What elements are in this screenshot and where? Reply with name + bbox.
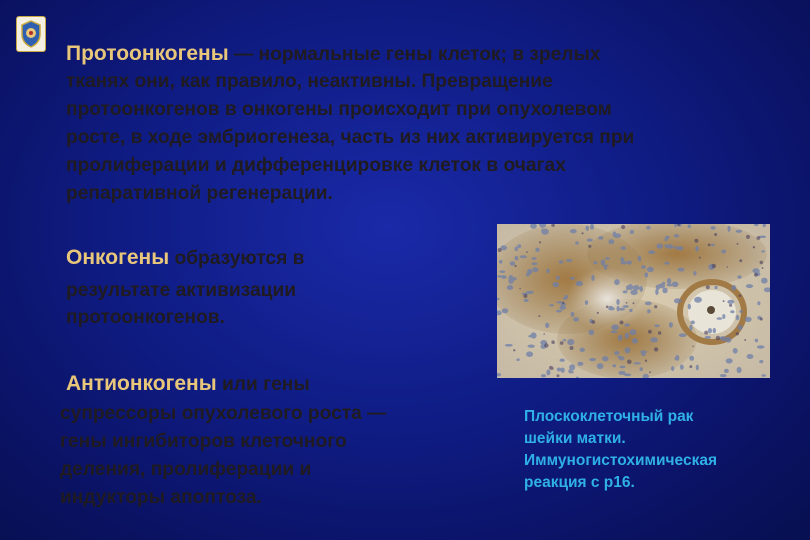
dark-cell-nucleus: [582, 232, 584, 234]
dark-cell-nucleus: [716, 336, 720, 340]
dark-cell-nucleus: [645, 360, 647, 362]
dark-cell-nucleus: [538, 315, 540, 317]
cell-nucleus: [644, 272, 648, 277]
cell-nucleus: [630, 290, 637, 295]
cell-nucleus: [655, 289, 658, 295]
cell-nucleus: [739, 310, 742, 313]
dark-cell-nucleus: [649, 371, 651, 373]
dark-cell-nucleus: [689, 365, 692, 368]
term-oncogenes: Онкогены: [66, 246, 170, 269]
p3-line-1: [66, 372, 310, 396]
cell-nucleus: [617, 306, 620, 312]
cell-nucleus: [563, 297, 566, 300]
dark-cell-nucleus: [727, 266, 729, 268]
dark-cell-nucleus: [692, 345, 694, 347]
cell-nucleus: [527, 269, 532, 275]
cell-nucleus: [597, 363, 604, 369]
dark-cell-nucleus: [694, 239, 698, 243]
cell-nucleus: [747, 354, 754, 359]
p2-line-1: [66, 246, 304, 270]
cell-nucleus: [612, 364, 616, 367]
caption-line-3: Иммуногистохимическая: [524, 452, 717, 469]
cell-nucleus: [545, 323, 549, 328]
cell-nucleus: [759, 360, 763, 363]
cell-nucleus: [654, 324, 659, 327]
cell-nucleus: [757, 301, 760, 305]
cell-nucleus: [633, 285, 640, 290]
dark-cell-nucleus: [551, 340, 555, 344]
cell-nucleus: [575, 241, 579, 244]
dark-cell-nucleus: [519, 288, 521, 290]
cell-nucleus: [616, 299, 619, 305]
dark-cell-nucleus: [714, 233, 717, 236]
cell-nucleus: [614, 351, 619, 355]
term-protooncogenes: Протоонкогены: [66, 42, 229, 65]
cell-nucleus: [556, 276, 560, 280]
cell-nucleus: [524, 299, 529, 302]
cell-nucleus: [736, 315, 740, 320]
cell-nucleus: [641, 265, 646, 268]
cell-nucleus: [674, 234, 679, 237]
cell-nucleus: [694, 297, 702, 303]
cell-nucleus: [569, 364, 575, 370]
cell-nucleus: [528, 345, 535, 348]
cell-nucleus: [507, 285, 513, 290]
cell-nucleus: [721, 250, 726, 254]
caption-line-2: шейки матки.: [524, 430, 626, 447]
dark-cell-nucleus: [723, 300, 725, 302]
cell-nucleus: [645, 302, 652, 306]
cell-nucleus: [613, 231, 617, 237]
cell-nucleus: [526, 351, 533, 357]
p2-line-2: результате активизации: [66, 280, 297, 301]
dark-cell-nucleus: [654, 347, 658, 351]
cell-nucleus: [618, 335, 623, 341]
p1-line-4: росте, в ходе эмбриогенеза, часть из них активируется при: [66, 127, 635, 148]
cell-nucleus: [499, 260, 503, 264]
dark-cell-nucleus: [627, 360, 632, 365]
cell-nucleus: [627, 260, 632, 264]
dark-cell-nucleus: [523, 294, 527, 298]
dark-cell-nucleus: [706, 285, 710, 289]
emblem-logo: [16, 16, 46, 52]
cell-nucleus: [736, 230, 742, 233]
cell-nucleus: [541, 374, 546, 377]
cell-nucleus: [624, 373, 632, 376]
cell-nucleus: [532, 257, 537, 260]
dark-cell-nucleus: [498, 248, 502, 252]
cell-nucleus: [601, 259, 606, 265]
dark-cell-nucleus: [729, 304, 732, 307]
cell-nucleus: [617, 356, 622, 359]
micrograph-caption: [524, 406, 794, 494]
cell-nucleus: [717, 317, 723, 320]
dark-cell-nucleus: [744, 339, 746, 341]
cell-nucleus: [731, 285, 736, 291]
cell-nucleus: [602, 356, 609, 361]
p3-line-5: индукторы апоптоза.: [60, 487, 262, 508]
cell-nucleus: [560, 305, 566, 310]
dark-cell-nucleus: [736, 332, 739, 335]
cell-nucleus: [569, 370, 574, 373]
cell-nucleus: [689, 325, 692, 331]
cell-nucleus: [588, 330, 594, 336]
cell-nucleus: [593, 261, 597, 264]
cell-nucleus: [531, 332, 537, 338]
cell-nucleus: [567, 339, 574, 345]
cell-nucleus: [761, 278, 768, 284]
cell-nucleus: [520, 255, 527, 258]
dark-cell-nucleus: [739, 259, 742, 262]
cell-nucleus: [639, 286, 643, 292]
dark-cell-nucleus: [550, 367, 553, 370]
cell-nucleus: [502, 308, 509, 313]
dark-cell-nucleus: [699, 257, 701, 259]
cell-nucleus: [570, 277, 575, 280]
cell-nucleus: [666, 284, 673, 287]
dark-cell-nucleus: [762, 267, 764, 269]
cell-nucleus: [724, 369, 729, 373]
cell-nucleus: [713, 328, 716, 333]
cell-nucleus: [557, 368, 562, 372]
cell-nucleus: [745, 317, 752, 322]
dark-cell-nucleus: [737, 243, 739, 245]
dark-cell-nucleus: [606, 306, 609, 309]
cell-nucleus: [598, 236, 604, 239]
dark-cell-nucleus: [591, 320, 595, 324]
cell-nucleus: [546, 369, 550, 375]
caption-line-1: Плоскоклеточный рак: [524, 408, 694, 425]
dark-cell-nucleus: [708, 244, 711, 247]
cell-nucleus: [585, 300, 588, 305]
cell-nucleus: [647, 309, 651, 313]
cell-nucleus: [570, 229, 577, 233]
cell-nucleus: [640, 367, 643, 371]
cell-nucleus: [679, 333, 687, 337]
cell-nucleus: [614, 279, 620, 285]
cell-nucleus: [573, 317, 579, 321]
term-antioncogenes: Антионкогены: [66, 372, 217, 395]
p3-text-1: или гены: [216, 374, 310, 395]
cell-nucleus: [693, 271, 696, 275]
cell-nucleus: [589, 358, 596, 361]
cell-nucleus: [738, 325, 743, 330]
cell-nucleus: [532, 267, 538, 272]
cell-nucleus: [629, 309, 633, 312]
cell-nucleus: [611, 324, 619, 330]
cell-nucleus: [678, 268, 685, 272]
cell-nucleus: [665, 238, 668, 242]
cell-nucleus: [711, 244, 715, 246]
dark-cell-nucleus: [620, 321, 624, 325]
dark-cell-nucleus: [760, 318, 763, 321]
micrograph-image: [497, 224, 770, 378]
cell-nucleus: [517, 244, 521, 248]
cell-nucleus: [559, 260, 564, 263]
cell-nucleus: [761, 250, 765, 252]
cell-nucleus: [510, 261, 515, 266]
cell-nucleus: [708, 328, 712, 333]
cell-nucleus: [752, 268, 759, 273]
cell-nucleus: [632, 338, 638, 343]
cell-nucleus: [727, 226, 730, 232]
p3-line-4: деления, пролиферации и: [60, 459, 312, 480]
cell-nucleus: [619, 366, 625, 369]
cell-nucleus: [674, 246, 680, 249]
dark-cell-nucleus: [621, 225, 625, 229]
cell-nucleus: [515, 256, 519, 260]
cell-nucleus: [722, 337, 728, 342]
cell-nucleus: [633, 362, 641, 364]
cell-nucleus: [662, 288, 667, 294]
dark-cell-nucleus: [588, 245, 591, 248]
dark-cell-nucleus: [557, 374, 560, 377]
dark-cell-nucleus: [704, 331, 708, 335]
cell-nucleus: [662, 282, 665, 285]
caption-line-4: реакция с p16.: [524, 474, 635, 491]
cell-nucleus: [620, 261, 627, 264]
dark-cell-nucleus: [654, 305, 657, 308]
cell-nucleus: [665, 244, 668, 247]
cell-nucleus: [625, 333, 629, 339]
dark-cell-nucleus: [597, 312, 599, 314]
cell-nucleus: [560, 359, 565, 362]
dark-cell-nucleus: [543, 333, 545, 335]
cell-nucleus: [710, 226, 715, 230]
cell-nucleus: [733, 348, 738, 354]
p1-line-1: — нормальные гены клеток; в зрелых: [228, 44, 601, 65]
p3-line-2: супрессоры опухолевого роста —: [60, 403, 387, 424]
cell-nucleus: [722, 314, 725, 319]
dark-cell-nucleus: [760, 261, 764, 265]
p2-text-1: образуются в: [169, 248, 305, 269]
p3-line-3: гены ингибиторов клеточного: [60, 431, 347, 452]
dark-cell-nucleus: [712, 264, 716, 268]
cell-nucleus: [638, 256, 642, 262]
cell-nucleus: [556, 310, 562, 313]
p1-line-6: репаративной регенерации.: [66, 183, 333, 204]
cell-nucleus: [625, 347, 631, 353]
cell-nucleus: [675, 357, 679, 360]
cell-nucleus: [757, 345, 765, 348]
cell-nucleus: [628, 284, 633, 290]
cell-nucleus: [762, 374, 766, 377]
p1-line-5: пролиферации и дифференцировке клеток в очагах: [66, 155, 566, 176]
cell-nucleus: [746, 284, 753, 288]
cell-nucleus: [705, 336, 711, 339]
cell-nucleus: [499, 270, 505, 273]
dark-cell-nucleus: [562, 302, 564, 304]
cell-nucleus: [549, 304, 554, 306]
cell-nucleus: [650, 337, 658, 342]
cell-nucleus: [577, 362, 583, 366]
dark-cell-nucleus: [757, 236, 761, 240]
cell-nucleus: [664, 262, 669, 265]
cell-nucleus: [623, 305, 629, 308]
cell-nucleus: [726, 358, 733, 363]
cell-nucleus: [509, 275, 514, 281]
cell-nucleus: [571, 312, 575, 317]
cell-nucleus: [656, 244, 662, 249]
p1-line-3: протоонкогенов в онкогены происходит при опухолевом: [66, 99, 612, 120]
cell-nucleus: [730, 310, 734, 313]
cell-nucleus: [648, 250, 655, 254]
cell-nucleus: [674, 298, 682, 303]
cell-nucleus: [620, 257, 624, 261]
cell-nucleus: [691, 321, 695, 325]
cell-nucleus: [516, 358, 519, 361]
cell-nucleus: [541, 229, 544, 231]
cell-nucleus: [714, 286, 717, 289]
dark-cell-nucleus: [539, 241, 541, 243]
dark-cell-nucleus: [753, 246, 755, 248]
cell-nucleus: [727, 300, 734, 304]
dark-cell-nucleus: [544, 343, 548, 347]
cell-nucleus: [576, 281, 584, 286]
cell-nucleus: [546, 268, 549, 273]
cell-nucleus: [624, 323, 630, 326]
cell-nucleus: [688, 224, 692, 228]
histology-micrograph: [497, 224, 770, 378]
cell-nucleus: [630, 230, 634, 234]
cell-nucleus: [587, 239, 593, 242]
dark-cell-nucleus: [739, 294, 742, 297]
cell-nucleus: [609, 239, 615, 244]
dark-cell-nucleus: [633, 302, 635, 304]
cell-nucleus: [535, 248, 539, 252]
cell-nucleus: [646, 226, 651, 230]
dark-cell-nucleus: [626, 302, 628, 304]
cell-nucleus: [720, 374, 727, 377]
cell-nucleus: [609, 306, 613, 309]
cell-nucleus: [629, 329, 636, 335]
dark-cell-nucleus: [526, 251, 528, 253]
cell-nucleus: [667, 278, 671, 284]
cell-nucleus: [641, 352, 645, 357]
cell-nucleus: [680, 364, 684, 369]
dark-cell-nucleus: [754, 273, 758, 277]
cell-nucleus: [695, 246, 699, 252]
cell-nucleus: [563, 339, 567, 341]
dark-cell-nucleus: [570, 346, 574, 350]
cell-nucleus: [688, 304, 691, 310]
emblem-icon: [19, 19, 43, 49]
cell-nucleus: [580, 348, 585, 352]
dark-cell-nucleus: [648, 330, 652, 334]
cell-nucleus: [737, 367, 742, 373]
dark-cell-nucleus: [658, 331, 661, 334]
cell-nucleus: [696, 365, 699, 371]
cell-nucleus: [590, 224, 594, 230]
cell-nucleus: [671, 366, 674, 371]
dark-cell-nucleus: [513, 349, 515, 351]
cell-nucleus: [603, 265, 609, 267]
cell-nucleus: [611, 331, 618, 334]
cell-nucleus: [531, 262, 537, 265]
cell-nucleus: [553, 282, 559, 287]
cell-nucleus: [669, 322, 673, 328]
cell-nucleus: [737, 275, 741, 278]
cell-nucleus: [591, 275, 594, 281]
cell-nucleus: [497, 275, 503, 277]
dark-cell-nucleus: [746, 235, 750, 239]
cell-nucleus: [605, 257, 610, 260]
cell-nucleus: [647, 267, 654, 272]
cell-nucleus: [623, 290, 628, 293]
cell-nucleus: [566, 259, 573, 262]
p1-line-2: тканях они, как правило, неактивны. Превращение: [66, 71, 553, 92]
cell-nucleus: [689, 356, 694, 361]
dark-cell-nucleus: [515, 265, 517, 267]
cell-nucleus: [515, 247, 518, 252]
p2-line-3: протоонкогенов.: [66, 307, 225, 328]
cell-nucleus: [755, 339, 758, 343]
dark-cell-nucleus: [560, 341, 564, 345]
cell-nucleus: [586, 226, 589, 231]
cell-nucleus: [621, 246, 626, 250]
cell-nucleus: [505, 344, 513, 347]
